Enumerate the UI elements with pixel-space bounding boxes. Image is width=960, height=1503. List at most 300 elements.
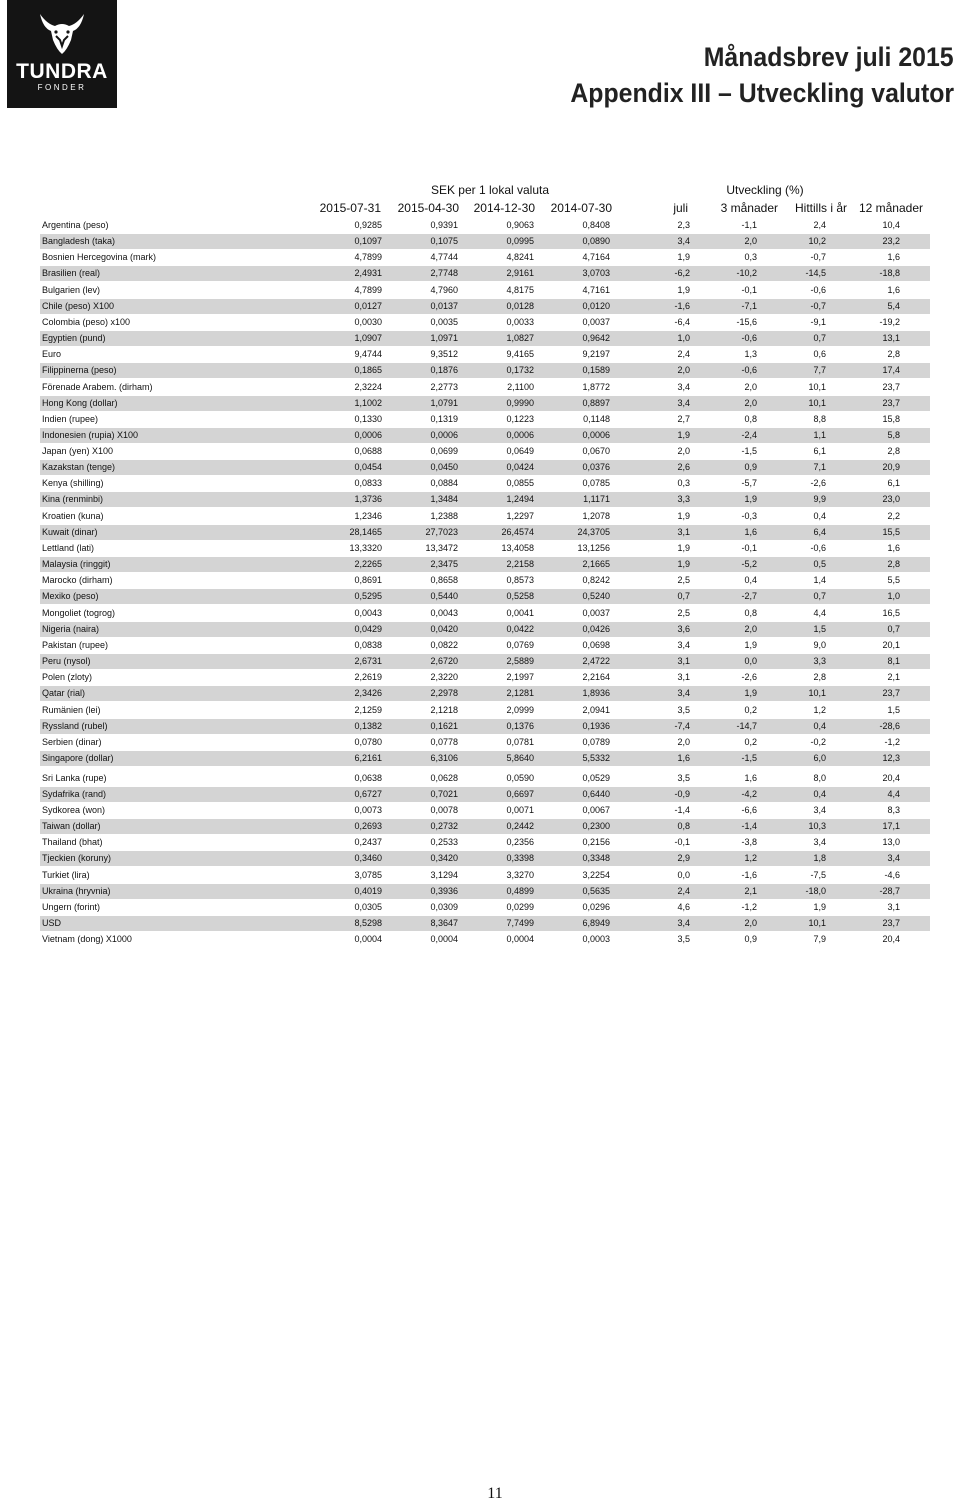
value-cell: 1,5: [813, 624, 826, 634]
value-cell: 1,3736: [354, 494, 382, 504]
value-cell: 0,3460: [354, 853, 382, 863]
value-cell: 0,3420: [430, 853, 458, 863]
value-cell: -0,7: [810, 252, 826, 262]
value-cell: 0,0670: [582, 446, 610, 456]
value-cell: 0,4: [813, 789, 826, 799]
value-cell: 0,0296: [582, 902, 610, 912]
value-cell: 3,4: [677, 382, 690, 392]
group-header-sek: SEK per 1 lokal valuta: [430, 183, 550, 197]
table-row: [40, 670, 930, 685]
value-cell: 0,4019: [354, 886, 382, 896]
value-cell: -3,8: [741, 837, 757, 847]
value-cell: 1,9: [677, 285, 690, 295]
value-cell: 0,1330: [354, 414, 382, 424]
value-cell: 1,6: [887, 543, 900, 553]
value-cell: 2,3475: [430, 559, 458, 569]
value-cell: 1,2346: [354, 511, 382, 521]
value-cell: 10,1: [808, 382, 826, 392]
value-cell: 0,0004: [506, 934, 534, 944]
value-cell: 8,1: [887, 656, 900, 666]
value-cell: 5,4: [887, 301, 900, 311]
table-row: [40, 509, 930, 524]
value-cell: 0,5295: [354, 591, 382, 601]
value-cell: 0,4899: [506, 886, 534, 896]
currency-name: Ryssland (rubel): [42, 721, 108, 731]
value-cell: 0,0833: [354, 478, 382, 488]
value-cell: 0,0006: [506, 430, 534, 440]
value-cell: 3,4: [813, 837, 826, 847]
value-cell: 3,1: [887, 902, 900, 912]
table-row: [40, 819, 930, 834]
table-row: [40, 932, 930, 947]
value-cell: 0,5240: [582, 591, 610, 601]
value-cell: 2,0: [744, 624, 757, 634]
value-cell: 0,0043: [354, 608, 382, 618]
value-cell: 10,1: [808, 398, 826, 408]
value-cell: 17,1: [882, 821, 900, 831]
value-cell: 4,7899: [354, 285, 382, 295]
value-cell: 8,0: [813, 773, 826, 783]
value-cell: 0,1097: [354, 236, 382, 246]
value-cell: 0,9990: [506, 398, 534, 408]
value-cell: 1,9: [813, 902, 826, 912]
currency-name: Serbien (dinar): [42, 737, 102, 747]
value-cell: 6,4: [813, 527, 826, 537]
value-cell: 10,1: [808, 688, 826, 698]
value-cell: 13,4058: [501, 543, 534, 553]
value-cell: 1,1: [813, 430, 826, 440]
table-row: [40, 589, 930, 604]
value-cell: -0,1: [741, 543, 757, 553]
value-cell: 4,4: [887, 789, 900, 799]
value-cell: 3,3: [677, 494, 690, 504]
value-cell: -1,2: [741, 902, 757, 912]
value-cell: 2,3426: [354, 688, 382, 698]
value-cell: 0,2442: [506, 821, 534, 831]
value-cell: 0,0855: [506, 478, 534, 488]
value-cell: 0,0785: [582, 478, 610, 488]
value-cell: 0,8408: [582, 220, 610, 230]
value-cell: 4,8175: [506, 285, 534, 295]
page-subtitle: Appendix III – Utveckling valutor: [570, 78, 954, 108]
table-row: [40, 380, 930, 395]
table-row: [40, 638, 930, 653]
value-cell: 13,3472: [425, 543, 458, 553]
column-header: Hittills i år: [794, 201, 847, 215]
value-cell: 0,2533: [430, 837, 458, 847]
value-cell: -5,7: [741, 478, 757, 488]
value-cell: 0,0004: [430, 934, 458, 944]
value-cell: 1,4: [813, 575, 826, 585]
value-cell: 0,9063: [506, 220, 534, 230]
value-cell: -7,1: [741, 301, 757, 311]
value-cell: 4,4: [813, 608, 826, 618]
value-cell: 2,1: [744, 886, 757, 896]
value-cell: 20,4: [882, 773, 900, 783]
value-cell: 26,4574: [501, 527, 534, 537]
value-cell: 1,3484: [430, 494, 458, 504]
value-cell: 5,5: [887, 575, 900, 585]
currency-name: Kenya (shilling): [42, 478, 104, 488]
value-cell: -1,1: [741, 220, 757, 230]
value-cell: 0,0073: [354, 805, 382, 815]
value-cell: 2,1: [887, 672, 900, 682]
value-cell: 9,3512: [430, 349, 458, 359]
value-cell: 0,0420: [430, 624, 458, 634]
value-cell: 1,9: [677, 511, 690, 521]
table-row: [40, 525, 930, 540]
value-cell: 1,6: [887, 252, 900, 262]
value-cell: 2,1281: [506, 688, 534, 698]
value-cell: 4,7744: [430, 252, 458, 262]
tundra-logo: [7, 0, 117, 108]
value-cell: 10,2: [808, 236, 826, 246]
value-cell: -0,6: [810, 543, 826, 553]
value-cell: 0,1732: [506, 365, 534, 375]
value-cell: 0,5258: [506, 591, 534, 601]
value-cell: 2,8: [887, 559, 900, 569]
value-cell: 0,7: [677, 591, 690, 601]
value-cell: 1,2078: [582, 511, 610, 521]
column-header: 3 månader: [720, 201, 778, 215]
value-cell: -6,6: [741, 805, 757, 815]
currency-name: Singapore (dollar): [42, 753, 114, 763]
value-cell: 3,5: [677, 934, 690, 944]
currency-name: Rumänien (lei): [42, 705, 101, 715]
value-cell: 0,1376: [506, 721, 534, 731]
value-cell: 3,5: [677, 773, 690, 783]
value-cell: 0,2732: [430, 821, 458, 831]
currency-name: Filippinerna (peso): [42, 365, 117, 375]
value-cell: 3,1: [677, 656, 690, 666]
value-cell: 0,0698: [582, 640, 610, 650]
value-cell: -1,4: [741, 821, 757, 831]
value-cell: 3,4: [677, 688, 690, 698]
value-cell: 3,4: [887, 853, 900, 863]
value-cell: 0,8242: [582, 575, 610, 585]
table-row: [40, 557, 930, 572]
value-cell: 0,0041: [506, 608, 534, 618]
value-cell: 0,0450: [430, 462, 458, 472]
value-cell: 3,5: [677, 705, 690, 715]
value-cell: 0,0067: [582, 805, 610, 815]
value-cell: 8,5298: [354, 918, 382, 928]
value-cell: 7,1: [813, 462, 826, 472]
value-cell: 0,0781: [506, 737, 534, 747]
table-row: [40, 719, 930, 734]
currency-name: Kina (renminbi): [42, 494, 104, 504]
value-cell: 12,3: [882, 753, 900, 763]
currency-name: Egyptien (pund): [42, 333, 106, 343]
value-cell: 6,2161: [354, 753, 382, 763]
value-cell: 1,5: [887, 705, 900, 715]
value-cell: 8,3647: [430, 918, 458, 928]
value-cell: 2,8: [813, 672, 826, 682]
value-cell: 0,0006: [354, 430, 382, 440]
value-cell: 3,4: [677, 398, 690, 408]
value-cell: 1,2388: [430, 511, 458, 521]
value-cell: 0,5: [813, 559, 826, 569]
table-row: [40, 234, 930, 249]
currency-name: Argentina (peso): [42, 220, 109, 230]
value-cell: 3,2254: [582, 870, 610, 880]
value-cell: 5,8: [887, 430, 900, 440]
value-cell: 4,7161: [582, 285, 610, 295]
value-cell: 0,0995: [506, 236, 534, 246]
value-cell: 8,8: [813, 414, 826, 424]
value-cell: 0,7: [813, 591, 826, 601]
value-cell: -0,3: [741, 511, 757, 521]
value-cell: 0,1148: [583, 414, 610, 424]
value-cell: 4,7960: [430, 285, 458, 295]
value-cell: 2,7: [677, 414, 690, 424]
value-cell: 2,9: [677, 853, 690, 863]
value-cell: 0,9285: [354, 220, 382, 230]
value-cell: -2,6: [810, 478, 826, 488]
table-row: [40, 476, 930, 491]
value-cell: -2,7: [741, 591, 757, 601]
table-row: [40, 283, 930, 298]
value-cell: 1,0971: [430, 333, 458, 343]
value-cell: 0,9: [744, 934, 757, 944]
value-cell: -1,5: [741, 446, 757, 456]
value-cell: 0,1589: [582, 365, 610, 375]
table-row: [40, 686, 930, 701]
value-cell: 3,6: [677, 624, 690, 634]
currency-name: Mexiko (peso): [42, 591, 99, 601]
value-cell: 5,5332: [582, 753, 610, 763]
currency-name: Bangladesh (taka): [42, 236, 116, 246]
column-header: 2015-04-30: [397, 201, 459, 215]
value-cell: 2,1100: [507, 382, 534, 392]
value-cell: 9,4165: [506, 349, 534, 359]
value-cell: 0,0688: [354, 446, 382, 456]
value-cell: 2,6720: [430, 656, 458, 666]
value-cell: 8,3: [887, 805, 900, 815]
value-cell: 9,4744: [354, 349, 382, 359]
table-row: [40, 444, 930, 459]
value-cell: -18,8: [879, 268, 900, 278]
currency-name: Kazakstan (tenge): [42, 462, 116, 472]
value-cell: 2,4: [813, 220, 826, 230]
value-cell: 0,0890: [582, 236, 610, 246]
value-cell: -5,2: [741, 559, 757, 569]
value-cell: 0,4: [813, 511, 826, 521]
table-row: [40, 250, 930, 265]
table-row: [40, 835, 930, 850]
table-row: [40, 363, 930, 378]
value-cell: 0,0006: [430, 430, 458, 440]
value-cell: 3,0785: [354, 870, 382, 880]
value-cell: 23,7: [882, 398, 900, 408]
value-cell: 0,1382: [354, 721, 382, 731]
value-cell: 0,3: [677, 478, 690, 488]
table-row: [40, 396, 930, 411]
value-cell: -2,6: [741, 672, 757, 682]
value-cell: 0,0590: [506, 773, 534, 783]
value-cell: 4,7164: [582, 252, 610, 262]
value-cell: -2,4: [741, 430, 757, 440]
value-cell: 0,1865: [354, 365, 382, 375]
value-cell: 7,7: [813, 365, 826, 375]
value-cell: 0,8658: [430, 575, 458, 585]
value-cell: 5,8640: [506, 753, 534, 763]
value-cell: 3,4: [677, 918, 690, 928]
value-cell: 0,0789: [582, 737, 610, 747]
value-cell: -0,6: [741, 333, 757, 343]
value-cell: 2,6731: [354, 656, 382, 666]
value-cell: -1,5: [741, 753, 757, 763]
value-cell: 20,9: [882, 462, 900, 472]
value-cell: 1,0827: [506, 333, 534, 343]
value-cell: 6,1: [813, 446, 826, 456]
value-cell: 2,5: [677, 608, 690, 618]
value-cell: 1,6: [744, 527, 757, 537]
value-cell: -6,2: [674, 268, 690, 278]
value-cell: 10,1: [808, 918, 826, 928]
value-cell: 0,0305: [354, 902, 382, 912]
value-cell: 0,0376: [582, 462, 610, 472]
value-cell: 0,0004: [354, 934, 382, 944]
value-cell: 7,7499: [506, 918, 534, 928]
value-cell: 0,1876: [430, 365, 458, 375]
value-cell: 23,2: [882, 236, 900, 246]
value-cell: 1,8: [813, 853, 826, 863]
value-cell: 1,9: [744, 640, 757, 650]
value-cell: 2,3: [677, 220, 690, 230]
value-cell: -6,4: [674, 317, 690, 327]
value-cell: 0,0638: [354, 773, 382, 783]
currency-name: Ukraina (hryvnia): [42, 886, 111, 896]
value-cell: 0,0309: [430, 902, 458, 912]
value-cell: 0,0: [677, 870, 690, 880]
table-row: [40, 622, 930, 637]
value-cell: 2,4: [677, 886, 690, 896]
value-cell: 4,8241: [506, 252, 534, 262]
value-cell: 1,8772: [582, 382, 610, 392]
value-cell: 0,2356: [506, 837, 534, 847]
value-cell: 2,2619: [354, 672, 382, 682]
page-title: Månadsbrev juli 2015: [704, 42, 954, 72]
value-cell: 0,7: [813, 333, 826, 343]
value-cell: 2,0: [744, 918, 757, 928]
value-cell: 6,3106: [430, 753, 458, 763]
value-cell: -4,2: [741, 789, 757, 799]
value-cell: 1,1171: [583, 494, 610, 504]
value-cell: 0,0778: [430, 737, 458, 747]
value-cell: 3,1: [677, 527, 690, 537]
table-row: [40, 884, 930, 899]
table-row: [40, 460, 930, 475]
value-cell: 23,7: [882, 918, 900, 928]
value-cell: 0,0429: [354, 624, 382, 634]
value-cell: 0,2693: [354, 821, 382, 831]
currency-name: Kroatien (kuna): [42, 511, 104, 521]
currency-name: Lettland (lati): [42, 543, 95, 553]
value-cell: 3,3270: [506, 870, 534, 880]
table-row: [40, 787, 930, 802]
currency-name: Colombia (peso) x100: [42, 317, 131, 327]
value-cell: 1,2494: [506, 494, 534, 504]
value-cell: 2,2158: [506, 559, 534, 569]
currency-name: Sydafrika (rand): [42, 789, 107, 799]
currency-name: Polen (zloty): [42, 672, 93, 682]
value-cell: 10,3: [808, 821, 826, 831]
value-cell: 1,9: [744, 494, 757, 504]
value-cell: -18,0: [805, 886, 826, 896]
value-cell: 13,3320: [349, 543, 382, 553]
value-cell: 0,0884: [430, 478, 458, 488]
currency-name: Indonesien (rupia) X100: [42, 430, 139, 440]
currency-name: Brasilien (real): [42, 268, 101, 278]
value-cell: 15,8: [882, 414, 900, 424]
value-cell: 24,3705: [577, 527, 610, 537]
table-row: [40, 916, 930, 931]
value-cell: 0,4: [813, 721, 826, 731]
value-cell: 9,0: [813, 640, 826, 650]
value-cell: 0,7: [887, 624, 900, 634]
value-cell: 3,4: [677, 236, 690, 246]
table-row: [40, 803, 930, 818]
currency-name: Japan (yen) X100: [42, 446, 114, 456]
value-cell: 0,0037: [582, 608, 610, 618]
value-cell: 2,3220: [430, 672, 458, 682]
value-cell: 0,7021: [430, 789, 458, 799]
value-cell: 2,5889: [506, 656, 534, 666]
value-cell: 0,0037: [582, 317, 610, 327]
value-cell: -14,7: [736, 721, 757, 731]
value-cell: 0,0780: [354, 737, 382, 747]
currency-name: Pakistan (rupee): [42, 640, 109, 650]
value-cell: 0,6440: [582, 789, 610, 799]
value-cell: 27,7023: [425, 527, 458, 537]
value-cell: 0,5440: [430, 591, 458, 601]
currency-name: Malaysia (ringgit): [42, 559, 111, 569]
currency-name: Mongoliet (togrog): [42, 608, 116, 618]
currency-name: Bulgarien (lev): [42, 285, 101, 295]
value-cell: 23,0: [882, 494, 900, 504]
value-cell: 23,7: [882, 382, 900, 392]
value-cell: 1,9: [677, 430, 690, 440]
value-cell: 28,1465: [349, 527, 382, 537]
value-cell: -14,5: [805, 268, 826, 278]
value-cell: 0,2: [744, 737, 757, 747]
value-cell: 0,3348: [582, 853, 610, 863]
value-cell: 1,9: [677, 543, 690, 553]
table-row: [40, 573, 930, 588]
value-cell: 2,1665: [582, 559, 610, 569]
table-row: [40, 299, 930, 314]
value-cell: 0,1075: [430, 236, 458, 246]
table-row: [40, 703, 930, 718]
value-cell: 0,0299: [506, 902, 534, 912]
value-cell: 2,0: [677, 365, 690, 375]
value-cell: 0,8: [744, 608, 757, 618]
value-cell: 0,0137: [430, 301, 458, 311]
value-cell: 2,0: [744, 236, 757, 246]
table-row: [40, 428, 930, 443]
value-cell: 0,0120: [582, 301, 610, 311]
value-cell: 0,0035: [430, 317, 458, 327]
value-cell: 2,0: [744, 398, 757, 408]
value-cell: 13,1256: [577, 543, 610, 553]
value-cell: -1,2: [884, 737, 900, 747]
value-cell: 0,3: [744, 252, 757, 262]
value-cell: 0,0030: [354, 317, 382, 327]
column-header: 12 månader: [858, 201, 923, 215]
table-row: [40, 851, 930, 866]
value-cell: 2,8: [887, 349, 900, 359]
